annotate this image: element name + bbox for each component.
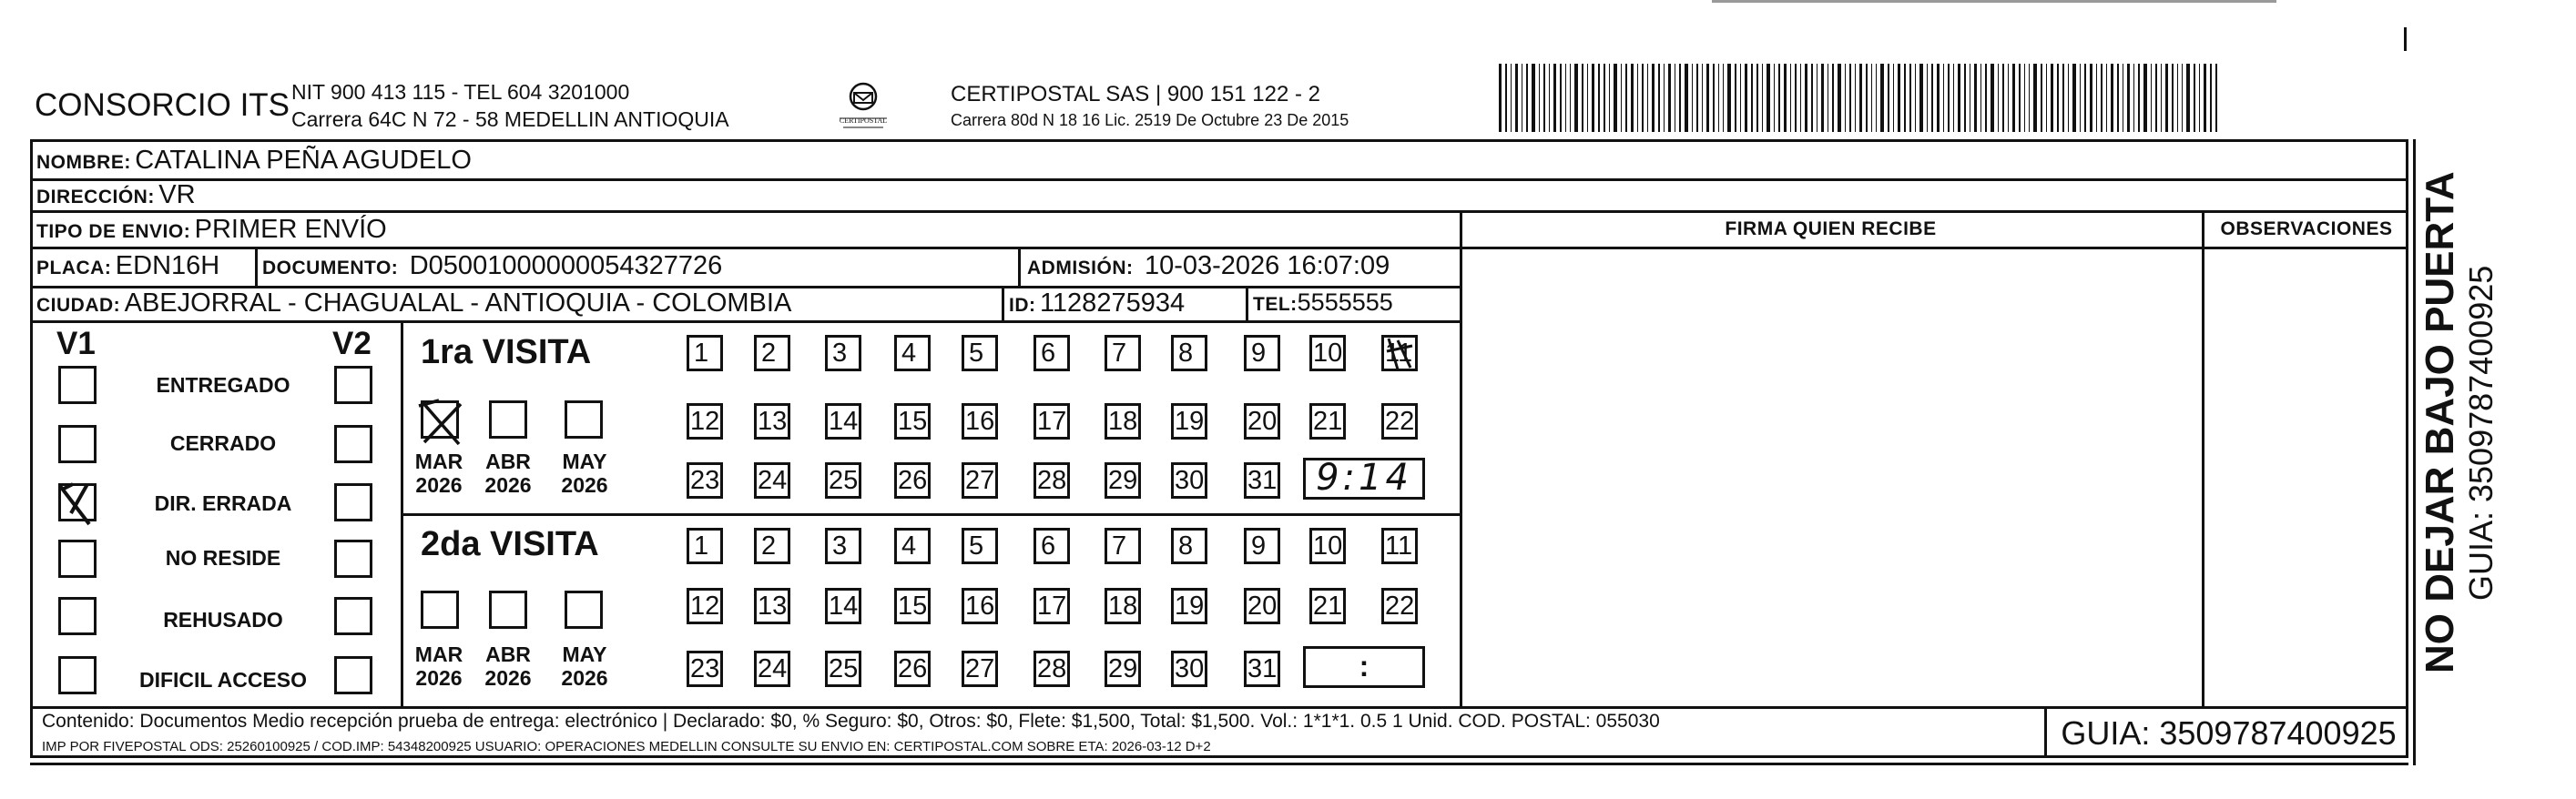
- visit2-month-mar-label: MAR 2026: [414, 642, 463, 690]
- barcode-bar: [1614, 64, 1617, 132]
- barcode-bar: [1876, 64, 1877, 132]
- barcode-bar: [1838, 64, 1841, 132]
- top-edge-marks: [1712, 0, 2276, 3]
- barcode-bar: [2029, 64, 2030, 132]
- visit2-day-6-box[interactable]: 6: [1033, 528, 1070, 564]
- visit2-day-2-box[interactable]: 2: [754, 528, 790, 564]
- visit1-day-4-box[interactable]: 4: [894, 335, 931, 371]
- direccion-field: [36, 180, 196, 210]
- firma-header: FIRMA QUIEN RECIBE: [1725, 218, 1937, 239]
- rule-visits-mid: [401, 513, 1460, 516]
- vrule-id: [1002, 286, 1004, 320]
- barcode-bar: [2019, 64, 2021, 132]
- visit1-day-23-box[interactable]: 23: [687, 462, 723, 499]
- barcode-bar: [1948, 64, 1950, 132]
- barcode-bar: [1637, 64, 1638, 132]
- visit1-day-10-box[interactable]: 10: [1309, 335, 1346, 371]
- barcode-bar: [1762, 64, 1763, 132]
- documento-field: [262, 251, 722, 281]
- status-label-cerrado: CERRADO: [169, 431, 277, 455]
- vrule-observaciones: [2202, 210, 2204, 706]
- barcode-bar: [2068, 64, 2069, 132]
- vrule-firma: [1460, 210, 1462, 706]
- barcode-bar: [2111, 64, 2113, 132]
- barcode-bar: [2161, 64, 2162, 132]
- barcode-bar: [1898, 64, 1900, 132]
- rule-tipo: [30, 247, 1460, 249]
- visit1-month-abr-checkbox[interactable]: [489, 400, 527, 439]
- barcode-bar: [1679, 64, 1681, 132]
- ciudad-label: CIUDAD:: [36, 295, 121, 316]
- visit1-day-16-box[interactable]: 16: [962, 403, 998, 440]
- form-bottom-double: [30, 763, 2408, 765]
- v2-checkbox-no-reside[interactable]: [334, 540, 372, 578]
- barcode-bar: [1740, 64, 1741, 132]
- barcode-bar: [2138, 64, 2140, 132]
- barcode-bar: [1943, 64, 1944, 132]
- documento-value: D05001000000054327726: [409, 251, 723, 280]
- barcode-bar: [2012, 64, 2015, 132]
- admision-label: ADMISIÓN:: [1027, 258, 1134, 278]
- barcode: [1499, 64, 2223, 132]
- barcode-bar: [1685, 64, 1688, 132]
- barcode-bar: [1811, 64, 1813, 132]
- visit2-day-30-box[interactable]: 30: [1171, 651, 1207, 687]
- direccion-value: VR: [158, 180, 196, 209]
- v1-checkbox-cerrado[interactable]: [58, 425, 97, 463]
- visit2-day-15-box[interactable]: 15: [894, 588, 931, 624]
- placa-field: [36, 251, 219, 281]
- barcode-bar: [2151, 64, 2152, 132]
- ciudad-field: [36, 288, 791, 319]
- v2-checkbox-entregado[interactable]: [334, 366, 372, 404]
- v2-checkbox-dificil-acceso[interactable]: [334, 656, 372, 694]
- documento-label: DOCUMENTO:: [262, 258, 399, 278]
- visit1-month-mar-label: MAR 2026: [414, 450, 463, 497]
- barcode-bar: [1692, 64, 1693, 132]
- visit2-day-20-box[interactable]: 20: [1244, 588, 1280, 624]
- barcode-bar: [2072, 64, 2076, 132]
- visit1-day-26-box[interactable]: 26: [894, 462, 931, 499]
- placa-value: EDN16H: [115, 251, 220, 280]
- barcode-bar: [1539, 64, 1540, 132]
- observaciones-header: OBSERVACIONES: [2220, 218, 2393, 239]
- barcode-bar: [1958, 64, 1960, 132]
- form-right-double: [2413, 139, 2416, 765]
- visit2-month-may-label: MAY 2026: [561, 642, 608, 690]
- visit1-day-30-box[interactable]: 30: [1171, 462, 1207, 499]
- barcode-bar: [1621, 64, 1622, 132]
- barcode-bar: [1511, 64, 1512, 132]
- barcode-bar: [1526, 64, 1528, 132]
- placa-label: PLACA:: [36, 258, 112, 278]
- visit1-day-25-box[interactable]: 25: [825, 462, 861, 499]
- id-field: [1009, 288, 1185, 319]
- barcode-bar: [1718, 64, 1719, 132]
- visit1-day-8-box[interactable]: 8: [1171, 335, 1207, 371]
- barcode-bar: [1964, 64, 1966, 132]
- barcode-bar: [1592, 64, 1594, 132]
- barcode-bar: [1778, 64, 1780, 132]
- id-value: 1128275934: [1039, 288, 1186, 318]
- barcode-bar: [1706, 64, 1709, 132]
- barcode-bar: [1953, 64, 1954, 132]
- barcode-bar: [2051, 64, 2053, 132]
- vrule-admision: [1018, 247, 1021, 286]
- barcode-bar: [2041, 64, 2042, 132]
- nombre-value: CATALINA PEÑA AGUDELO: [135, 146, 472, 175]
- visit2-day-11-box[interactable]: 11: [1381, 528, 1418, 564]
- visit1-day-5-box[interactable]: 5: [962, 335, 998, 371]
- direccion-label: DIRECCIÓN:: [36, 187, 155, 207]
- barcode-bar: [1980, 64, 1981, 132]
- barcode-bar: [1532, 64, 1535, 132]
- barcode-bar: [1587, 64, 1588, 132]
- visit2-day-1-box[interactable]: 1: [687, 528, 723, 564]
- barcode-bar: [1668, 64, 1671, 132]
- visit2-time-value: :: [1359, 650, 1369, 683]
- barcode-bar: [1937, 64, 1940, 132]
- barcode-bar: [2106, 64, 2107, 132]
- barcode-bar: [2172, 64, 2174, 132]
- barcode-bar: [1974, 64, 1977, 132]
- barcode-bar: [1625, 64, 1627, 132]
- visit1-day-11-box[interactable]: 11: [1381, 335, 1418, 371]
- v2-checkbox-dir-errada[interactable]: [334, 483, 372, 521]
- barcode-bar: [2127, 64, 2130, 132]
- barcode-bar: [2143, 64, 2147, 132]
- barcode-bar: [2062, 64, 2064, 132]
- visit1-title: 1ra VISITA: [421, 333, 592, 371]
- barcode-bar: [2002, 64, 2004, 132]
- barcode-bar: [1745, 64, 1747, 132]
- visit2-day-8-box[interactable]: 8: [1171, 528, 1207, 564]
- barcode-bar: [2090, 64, 2092, 132]
- visit2-day-12-box[interactable]: 12: [687, 588, 723, 624]
- barcode-bar: [2096, 64, 2097, 132]
- visit1-day-11-mark: [1380, 333, 1420, 373]
- barcode-bar: [1849, 64, 1851, 132]
- v1-checkbox-dificil-acceso[interactable]: [58, 656, 97, 694]
- barcode-bar: [1658, 64, 1660, 132]
- rule-ciudad: [30, 320, 1460, 323]
- barcode-bar: [2133, 64, 2134, 132]
- barcode-bar: [1919, 64, 1923, 132]
- barcode-bar: [1991, 64, 1994, 132]
- nit-line: NIT 900 413 115 - TEL 604 3201000: [291, 80, 630, 104]
- visit1-day-24-box[interactable]: 24: [754, 462, 790, 499]
- certipostal-address: Carrera 80d N 18 16 Lic. 2519 De Octubre 23 De 2015: [951, 111, 1349, 129]
- barcode-bar: [1832, 64, 1834, 132]
- visit1-day-12-box[interactable]: 12: [687, 403, 723, 440]
- barcode-bar: [1855, 64, 1856, 132]
- barcode-bar: [1756, 64, 1758, 132]
- visit2-day-4-box[interactable]: 4: [894, 528, 931, 564]
- visit1-day-7-box[interactable]: 7: [1105, 335, 1141, 371]
- visit2-month-abr-label: ABR 2026: [484, 642, 532, 690]
- visit2-time-box[interactable]: [1303, 646, 1425, 688]
- barcode-bar: [1574, 64, 1578, 132]
- barcode-bar: [2215, 64, 2217, 132]
- barcode-bar: [1696, 64, 1698, 132]
- visit2-day-10-box[interactable]: 10: [1309, 528, 1346, 564]
- barcode-bar: [2165, 64, 2168, 132]
- visit1-day-15-box[interactable]: 15: [894, 403, 931, 440]
- visit2-day-13-box[interactable]: 13: [754, 588, 790, 624]
- visit1-day-14-box[interactable]: 14: [825, 403, 861, 440]
- barcode-bar: [2024, 64, 2025, 132]
- barcode-bar: [1723, 64, 1724, 132]
- visit2-day-31-box[interactable]: 31: [1244, 651, 1280, 687]
- barcode-bar: [2117, 64, 2119, 132]
- rule-direccion: [30, 210, 2408, 213]
- visit1-day-3-box[interactable]: 3: [825, 335, 861, 371]
- barcode-bar: [1888, 64, 1889, 132]
- visit2-day-28-box[interactable]: 28: [1033, 651, 1070, 687]
- visit1-month-abr-label: ABR 2026: [484, 450, 532, 497]
- corner-mark: [2404, 27, 2407, 51]
- visit2-day-5-box[interactable]: 5: [962, 528, 998, 564]
- visit2-title: 2da VISITA: [421, 525, 599, 563]
- visit1-day-9-box[interactable]: 9: [1244, 335, 1280, 371]
- nombre-field: [36, 146, 472, 176]
- barcode-bar: [2210, 64, 2212, 132]
- barcode-bar: [1805, 64, 1807, 132]
- admision-value: 10-03-2026 16:07:09: [1144, 251, 1390, 280]
- barcode-bar: [1499, 64, 1502, 132]
- status-label-dir-errada: DIR. ERRADA: [154, 491, 292, 515]
- barcode-bar: [1543, 64, 1545, 132]
- barcode-bar: [1880, 64, 1884, 132]
- visit1-day-22-box[interactable]: 22: [1381, 403, 1418, 440]
- barcode-bar: [1735, 64, 1736, 132]
- visit2-month-mar-checkbox[interactable]: [421, 591, 459, 629]
- tipo-label: TIPO DE ENVIO:: [36, 221, 191, 242]
- barcode-bar: [1893, 64, 1894, 132]
- visit2-day-18-box[interactable]: 18: [1105, 588, 1141, 624]
- imp-line: IMP POR FIVEPOSTAL ODS: 25260100925 / COD.IMP: 54348200925 USUARIO: OPERACIONES MEDELLIN CONSULTE SU ENVIO EN: CERTIPOSTAL.COM SOBRE ETA: 2026-03-12 D+2: [42, 739, 1211, 754]
- barcode-bar: [2199, 64, 2200, 132]
- barcode-bar: [1582, 64, 1583, 132]
- visit1-day-31-box[interactable]: 31: [1244, 462, 1280, 499]
- barcode-bar: [2008, 64, 2009, 132]
- barcode-bar: [1713, 64, 1715, 132]
- v2-checkbox-cerrado[interactable]: [334, 425, 372, 463]
- vrule-status: [401, 320, 403, 706]
- tipo-field: [36, 215, 387, 245]
- barcode-bar: [1845, 64, 1846, 132]
- visit1-day-1-box[interactable]: 1: [687, 335, 723, 371]
- tel-value: 5555555: [1297, 288, 1393, 316]
- barcode-bar: [1560, 64, 1562, 132]
- v1-checkbox-entregado[interactable]: [58, 366, 97, 404]
- company-name: CONSORCIO ITS: [35, 87, 290, 123]
- v1-checkbox-no-reside[interactable]: [58, 540, 97, 578]
- barcode-bar: [2084, 64, 2086, 132]
- certipostal-logo: [830, 80, 896, 131]
- v1-checkbox-rehusado[interactable]: [58, 597, 97, 635]
- barcode-bar: [1767, 64, 1770, 132]
- barcode-bar: [1927, 64, 1928, 132]
- vrule-guia: [2044, 706, 2047, 758]
- visit2-day-16-box[interactable]: 16: [962, 588, 998, 624]
- barcode-bar: [2080, 64, 2081, 132]
- status-label-rehusado: REHUSADO: [163, 608, 283, 632]
- barcode-bar: [1859, 64, 1862, 132]
- barcode-bar: [1515, 64, 1518, 132]
- tel-label: TEL:: [1253, 294, 1298, 315]
- barcode-bar: [1631, 64, 1634, 132]
- barcode-bar: [1565, 64, 1566, 132]
- visit1-time-value: 9:14: [1316, 457, 1412, 499]
- barcode-bar: [1821, 64, 1824, 132]
- barcode-bar: [1915, 64, 1916, 132]
- visit1-day-13-box[interactable]: 13: [754, 403, 790, 440]
- barcode-bar: [1784, 64, 1787, 132]
- visit2-day-9-box[interactable]: 9: [1244, 528, 1280, 564]
- barcode-bar: [2186, 64, 2190, 132]
- visit2-day-7-box[interactable]: 7: [1105, 528, 1141, 564]
- vrule-placa: [255, 247, 258, 286]
- footer-guia: GUIA: 3509787400925: [2061, 714, 2397, 752]
- barcode-bar: [1985, 64, 1987, 132]
- barcode-bar: [1795, 64, 1797, 132]
- barcode-bar: [1800, 64, 1801, 132]
- vrule-tel: [1246, 286, 1248, 320]
- visit2-day-24-box[interactable]: 24: [754, 651, 790, 687]
- visit2-day-29-box[interactable]: 29: [1105, 651, 1141, 687]
- barcode-bar: [1904, 64, 1906, 132]
- barcode-bar: [2194, 64, 2195, 132]
- admision-field: [1027, 251, 1390, 281]
- visit1-month-may-label: MAY 2026: [561, 450, 608, 497]
- company-address: Carrera 64C N 72 - 58 MEDELLIN ANTIOQUIA: [291, 107, 729, 131]
- barcode-bar: [1505, 64, 1507, 132]
- status-label-entregado: ENTREGADO: [156, 373, 290, 397]
- tel-field: [1253, 288, 1393, 317]
- visit2-month-may-checkbox[interactable]: [565, 591, 603, 629]
- barcode-bar: [1774, 64, 1775, 132]
- barcode-bar: [2033, 64, 2037, 132]
- side-guia: GUIA: 3509787400925: [2462, 265, 2500, 601]
- barcode-bar: [2182, 64, 2183, 132]
- barcode-bar: [1751, 64, 1753, 132]
- visit2-day-14-box[interactable]: 14: [825, 588, 861, 624]
- status-label-no-reside: NO RESIDE: [165, 546, 281, 570]
- barcode-bar: [1598, 64, 1600, 132]
- barcode-bar: [1866, 64, 1868, 132]
- barcode-bar: [1604, 64, 1605, 132]
- tipo-value: PRIMER ENVÍO: [194, 215, 387, 244]
- barcode-bar: [1553, 64, 1556, 132]
- contenido-line: Contenido: Documentos Medio recepción prueba de entrega: electrónico | Declarado: $0, % Seguro: $0, Otros: $0, Flete: $1,500, Total: $1,500. Vol.: 1*1*1. 0.5 1 Unid. COD. POSTAL: 055030: [42, 711, 1660, 732]
- visit2-day-17-box[interactable]: 17: [1033, 588, 1070, 624]
- id-label: ID:: [1009, 295, 1036, 316]
- visit1-day-28-box[interactable]: 28: [1033, 462, 1070, 499]
- barcode-bar: [1790, 64, 1791, 132]
- visit1-day-29-box[interactable]: 29: [1105, 462, 1141, 499]
- rule-nombre: [30, 178, 2408, 181]
- rule-header-firma: [1460, 247, 2408, 249]
- barcode-bar: [1727, 64, 1731, 132]
- side-no-dejar: NO DEJAR BAJO PUERTA: [2418, 171, 2462, 673]
- visit1-day-21-box[interactable]: 21: [1309, 403, 1346, 440]
- visit1-day-19-box[interactable]: 19: [1171, 403, 1207, 440]
- v2-label: V2: [332, 326, 372, 361]
- certipostal-line: CERTIPOSTAL SAS | 900 151 122 - 2: [951, 82, 1320, 106]
- barcode-bar: [2101, 64, 2103, 132]
- barcode-bar: [1931, 64, 1933, 132]
- barcode-bar: [1702, 64, 1703, 132]
- visit2-day-27-box[interactable]: 27: [962, 651, 998, 687]
- barcode-bar: [1647, 64, 1648, 132]
- visit1-mar-check-mark: [412, 393, 472, 453]
- barcode-bar: [1549, 64, 1550, 132]
- barcode-bar: [1998, 64, 1999, 132]
- rule-footer: [30, 706, 2408, 709]
- barcode-bar: [2204, 64, 2206, 132]
- barcode-bar: [2177, 64, 2178, 132]
- barcode-bar: [1652, 64, 1655, 132]
- status-label-dificil-acceso: DIFICIL ACCESO: [138, 668, 307, 692]
- v2-checkbox-rehusado[interactable]: [334, 597, 372, 635]
- visit2-day-22-box[interactable]: 22: [1381, 588, 1418, 624]
- barcode-bar: [1570, 64, 1571, 132]
- barcode-bar: [1909, 64, 1911, 132]
- barcode-bar: [1609, 64, 1610, 132]
- visit1-day-27-box[interactable]: 27: [962, 462, 998, 499]
- dir-errada-check-mark: [53, 477, 111, 530]
- visit1-day-20-box[interactable]: 20: [1244, 403, 1280, 440]
- visit2-day-26-box[interactable]: 26: [894, 651, 931, 687]
- barcode-bar: [2057, 64, 2059, 132]
- barcode-bar: [2155, 64, 2157, 132]
- visit2-day-25-box[interactable]: 25: [825, 651, 861, 687]
- barcode-bar: [1871, 64, 1872, 132]
- visit2-month-abr-checkbox[interactable]: [489, 591, 527, 629]
- visit1-day-2-box[interactable]: 2: [754, 335, 790, 371]
- barcode-bar: [1664, 64, 1665, 132]
- barcode-bar: [1642, 64, 1644, 132]
- nombre-label: NOMBRE:: [36, 152, 131, 173]
- visit1-day-17-box[interactable]: 17: [1033, 403, 1070, 440]
- visit1-time-box[interactable]: [1303, 458, 1425, 500]
- visit1-month-may-checkbox[interactable]: [565, 400, 603, 439]
- visit1-day-6-box[interactable]: 6: [1033, 335, 1070, 371]
- visit2-day-19-box[interactable]: 19: [1171, 588, 1207, 624]
- visit2-day-21-box[interactable]: 21: [1309, 588, 1346, 624]
- ciudad-value: ABEJORRAL - CHAGUALAL - ANTIOQUIA - COLOMBIA: [124, 288, 792, 318]
- v1-label: V1: [56, 326, 96, 361]
- logo-caption: CERTIPOSTAL: [839, 116, 888, 125]
- visit1-day-18-box[interactable]: 18: [1105, 403, 1141, 440]
- visit2-day-3-box[interactable]: 3: [825, 528, 861, 564]
- visit2-day-23-box[interactable]: 23: [687, 651, 723, 687]
- barcode-bar: [2046, 64, 2047, 132]
